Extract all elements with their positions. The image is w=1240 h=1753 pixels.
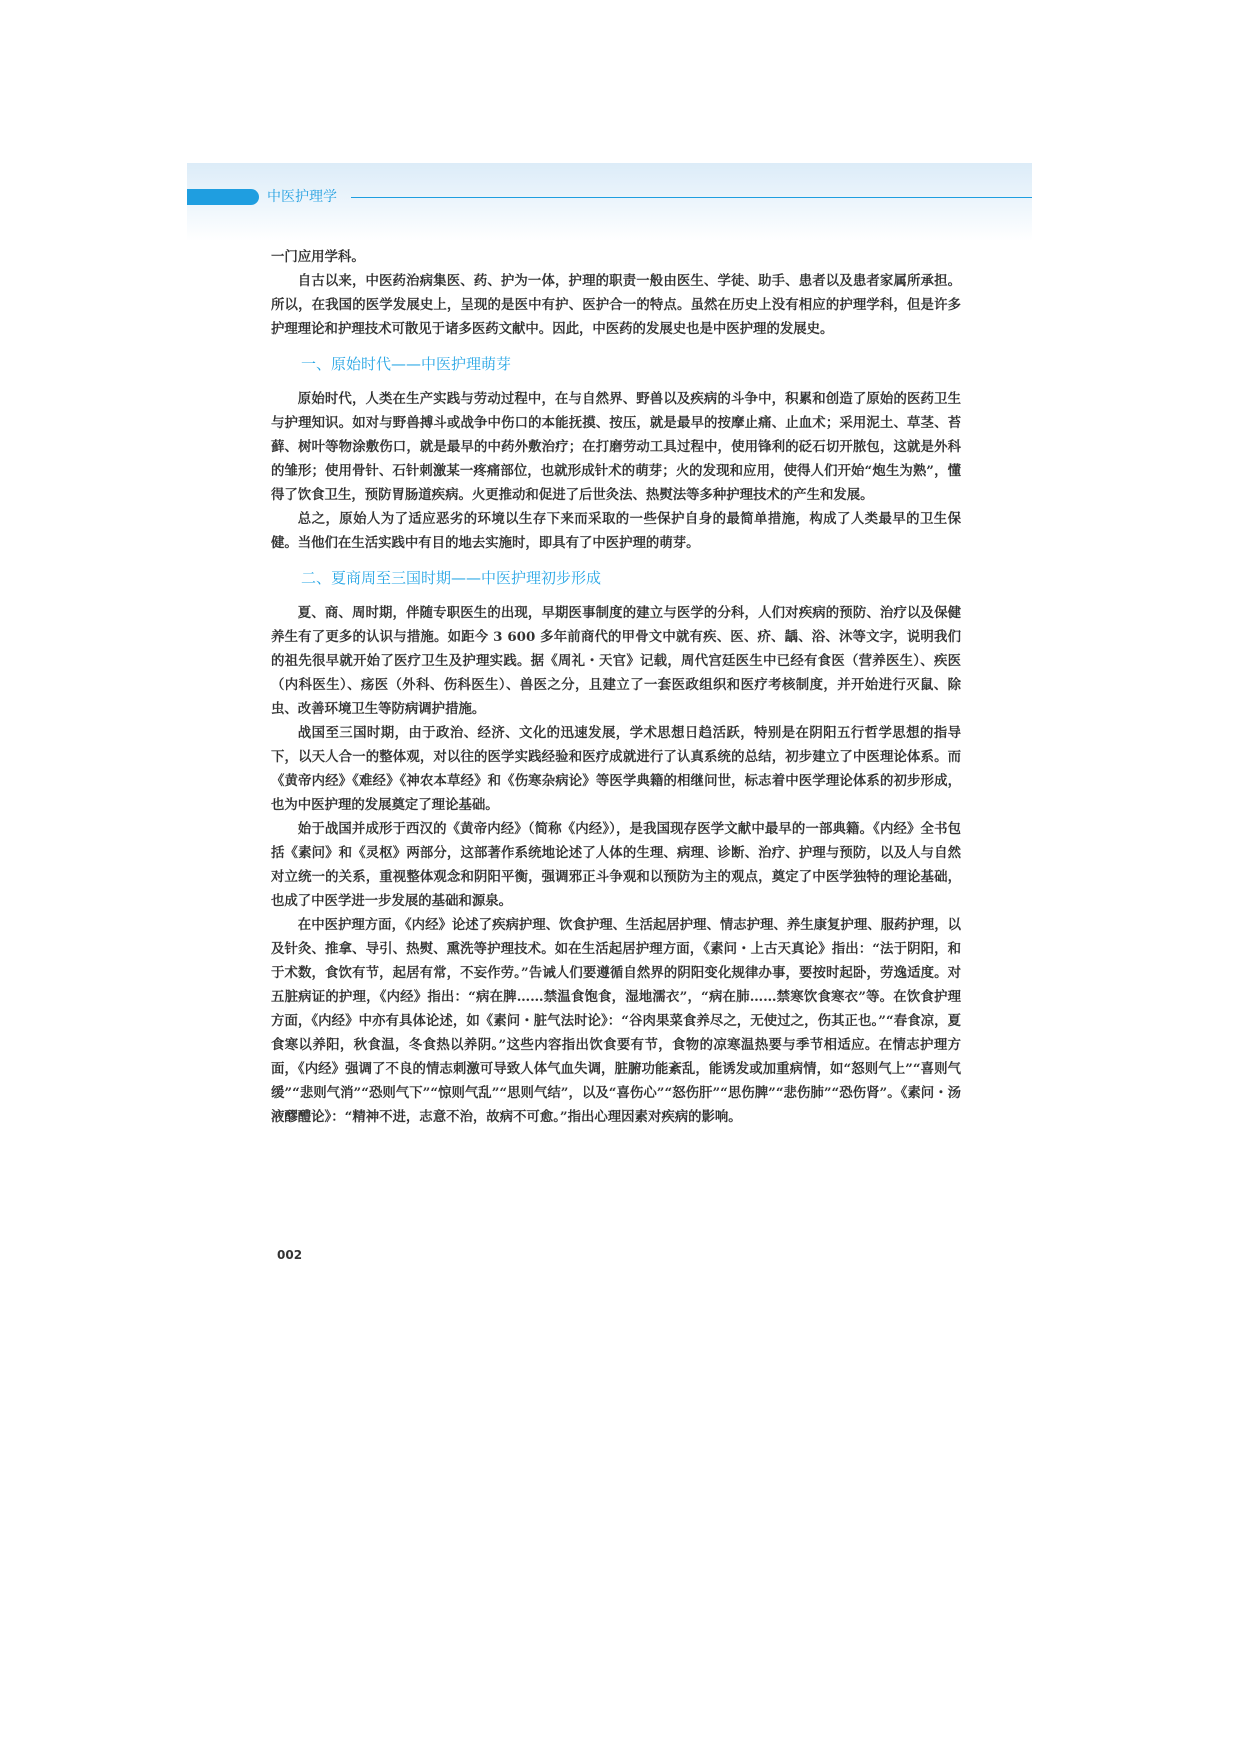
running-header bbox=[187, 163, 1032, 241]
paragraph: 一门应用学科。 bbox=[271, 249, 365, 265]
paragraph: 夏、商、周时期，伴随专职医生的出现，早期医事制度的建立与医学的分科，人们对疾病的预防、治疗以及保健养生有了更多的认识与措施。如距今 3 600 多年前商代的甲骨文中就有疾、医、疥、龋、浴、沐等文字，说明我们的祖先很早就开始了医疗卫生及护理实践。据《周礼・天官》记载，周代宫廷医生中已经有食医（营养医生）、疾医（内科医生）、疡医（外科、伤科医生）、兽医之分，且建立了一套医政组织和医疗考核制度，并开始进行灭鼠、除虫、改善环境卫生等防病调护措施。 bbox=[271, 605, 961, 717]
paragraph: 原始时代，人类在生产实践与劳动过程中，在与自然界、野兽以及疾病的斗争中，积累和创造了原始的医药卫生与护理知识。如对与野兽搏斗或战争中伤口的本能抚摸、按压，就是最早的按摩止痛、止血术；采用泥土、草茎、苔藓、树叶等物涂敷伤口，就是最早的中药外敷治疗；在打磨劳动工具过程中，使用锋利的砭石切开脓包，这就是外科的雏形；使用骨针、石针刺激某一疼痛部位，也就形成针术的萌芽；火的发现和应用，使得人们开始“炮生为熟”，懂得了饮食卫生，预防胃肠道疾病。火更推动和促进了后世灸法、热熨法等多种护理技术的产生和发展。 bbox=[271, 391, 961, 503]
header-rule-line bbox=[351, 197, 1032, 198]
paragraph: 总之，原始人为了适应恶劣的环境以生存下来而采取的一些保护自身的最简单措施，构成了人类最早的卫生保健。当他们在生活实践中有目的地去实施时，即具有了中医护理的萌芽。 bbox=[271, 511, 961, 551]
paragraph: 始于战国并成形于西汉的《黄帝内经》（简称《内经》），是我国现存医学文献中最早的一部典籍。《内经》全书包括《素问》和《灵枢》两部分，这部著作系统地论述了人体的生理、病理、诊断、治疗、护理与预防，以及人与自然对立统一的关系，重视整体观念和阴阳平衡，强调邪正斗争观和以预防为主的观点，奠定了中医学独特的理论基础，也成了中医学进一步发展的基础和源泉。 bbox=[271, 821, 961, 909]
section-heading: 一、原始时代——中医护理萌芽 bbox=[301, 355, 512, 373]
page-body bbox=[271, 245, 961, 1129]
section-heading: 二、夏商周至三国时期——中医护理初步形成 bbox=[301, 569, 602, 587]
page-number: 002 bbox=[277, 1248, 303, 1262]
book-page bbox=[187, 163, 1032, 1283]
header-accent-bar bbox=[187, 189, 259, 205]
paragraph: 自古以来，中医药治病集医、药、护为一体，护理的职责一般由医生、学徒、助手、患者以及患者家属所承担。所以，在我国的医学发展史上，呈现的是医中有护、医护合一的特点。虽然在历史上没有相应的护理学科，但是许多护理理论和护理技术可散见于诸多医药文献中。因此，中医药的发展史也是中医护理的发展史。 bbox=[271, 273, 961, 337]
running-header-title: 中医护理学 bbox=[267, 189, 337, 205]
paragraph: 在中医护理方面，《内经》论述了疾病护理、饮食护理、生活起居护理、情志护理、养生康复护理、服药护理，以及针灸、推拿、导引、热熨、熏洗等护理技术。如在生活起居护理方面，《素问・上古天真论》指出：“法于阴阳，和于术数，食饮有节，起居有常，不妄作劳。”告诫人们要遵循自然界的阴阳变化规律办事，要按时起卧，劳逸适度。对五脏病证的护理，《内经》指出：“病在脾……禁温食饱食，湿地濡衣”，“病在肺……禁寒饮食寒衣”等。在饮食护理方面，《内经》中亦有具体论述，如《素问・脏气法时论》：“谷肉果菜食养尽之，无使过之，伤其正也。”“春食凉，夏食寒以养阳，秋食温，冬食热以养阴。”这些内容指出饮食要有节，食物的凉寒温热要与季节相适应。在情志护理方面，《内经》强调了不良的情志刺激可导致人体气血失调，脏腑功能紊乱，能诱发或加重病情，如“怒则气上”“喜则气缓”“悲则气消”“恐则气下”“惊则气乱”“思则气结”，以及“喜伤心”“怒伤肝”“思伤脾”“悲伤肺”“恐伤肾”。《素问・汤液醪醴论》：“精神不进，志意不治，故病不可愈。”指出心理因素对疾病的影响。 bbox=[271, 917, 961, 1125]
paragraph: 战国至三国时期，由于政治、经济、文化的迅速发展，学术思想日趋活跃，特别是在阴阳五行哲学思想的指导下，以天人合一的整体观，对以往的医学实践经验和医疗成就进行了认真系统的总结，初步建立了中医理论体系。而《黄帝内经》《难经》《神农本草经》和《伤寒杂病论》等医学典籍的相继问世，标志着中医学理论体系的初步形成，也为中医护理的发展奠定了理论基础。 bbox=[271, 725, 961, 813]
